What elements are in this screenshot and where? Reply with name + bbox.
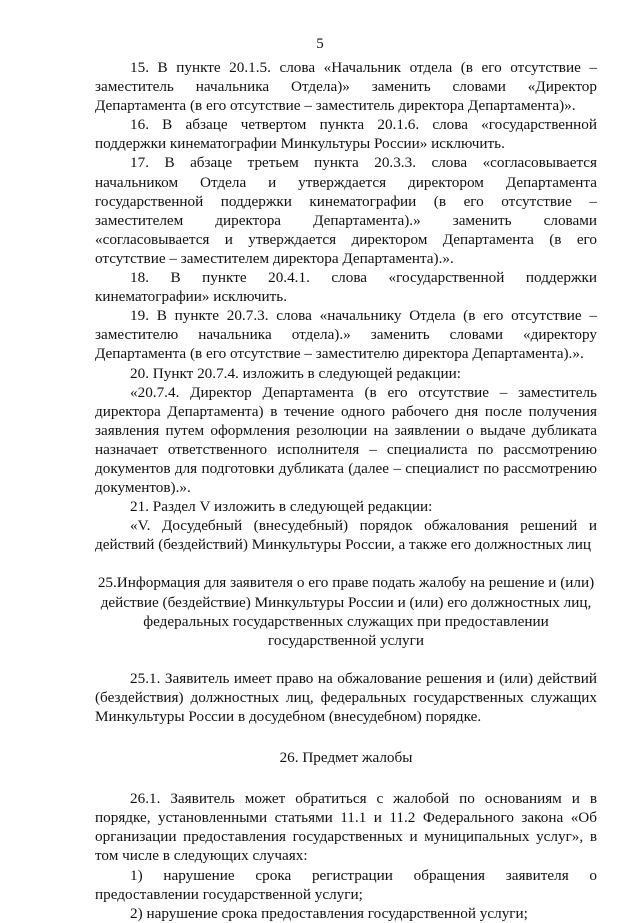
paragraph-20-quote: «20.7.4. Директор Департамента (в его отсутствие – заместитель директора Департамента) в течение одного рабочего дня после получения заявления путем оформления резолюции на заявлении о выдаче дубликата назначает ответственного исполнителя – специалиста по рассмотрению документов для подготовки дубликата (далее – специалист по рассмотрению документов).». [95, 383, 597, 497]
list-item-2: 2) нарушение срока предоставления государственной услуги; [130, 904, 528, 922]
heading-26: 26. Предмет жалобы [279, 749, 413, 767]
document-body [95, 58, 597, 923]
section-v-title: «V. Досудебный (внесудебный) порядок обжалования решений и действий (бездействий) Минкультуры России, а также его должностных лиц [95, 517, 597, 554]
paragraph-21: 21. Раздел V изложить в следующей редакции: [130, 498, 433, 516]
heading-25: 25.Информация для заявителя о его праве подать жалобу на решение и (или) действие (бездействие) Минкультуры России и (или) его должностных лиц, федеральных государственных служащих при предоставлении государственной услуги [97, 574, 595, 649]
list-item-1: 1) нарушение срока регистрации обращения заявителя о предоставлении государственной услуги; [95, 866, 597, 903]
paragraph-18: 18. В пункте 20.4.1. слова «государственной поддержки кинематографии» исключить. [95, 269, 597, 306]
paragraph-17: 17. В абзаце третьем пункта 20.3.3. слова «согласовывается начальником Отдела и утверждается директором Департамента государственной поддержки кинематографии (в его отсутствие – заместителем директора Департамента).» заменить словами «согласовывается и утверждается директором Департамента (в его отсутствие – заместителем директора Департамента).». [95, 154, 597, 267]
paragraph-19: 19. В пункте 20.7.3. слова «начальнику Отдела (в его отсутствие – заместителю начальника отдела).» заменить словами «директору Департамента (в его отсутствие – заместителю директора Департамента).». [95, 307, 597, 363]
paragraph-16: 16. В абзаце четвертом пункта 20.1.6. слова «государственной поддержки кинематографии Минкультуры России» исключить. [95, 116, 597, 153]
paragraph-25-1: 25.1. Заявитель имеет право на обжалование решения и (или) действий (бездействия) должностных лиц, федеральных государственных служащих Минкультуры России в досудебном (внесудебном) порядке. [95, 669, 597, 725]
page-number: 5 [316, 36, 324, 52]
paragraph-26-1: 26.1. Заявитель может обратиться с жалобой по основаниям и в порядке, установленными статьями 11.1 и 11.2 Федерального закона «Об организации предоставления государственных и муниципальных услуг», в том числе в следующих случаях: [95, 790, 597, 865]
paragraph-20: 20. Пункт 20.7.4. изложить в следующей редакции: [130, 364, 461, 382]
paragraph-15: 15. В пункте 20.1.5. слова «Начальник отдела (в его отсутствие – заместитель начальника Отдела)» заменить словами «Директор Департамента (в его отсутствие – заместитель директора Департамента)». [95, 59, 597, 115]
